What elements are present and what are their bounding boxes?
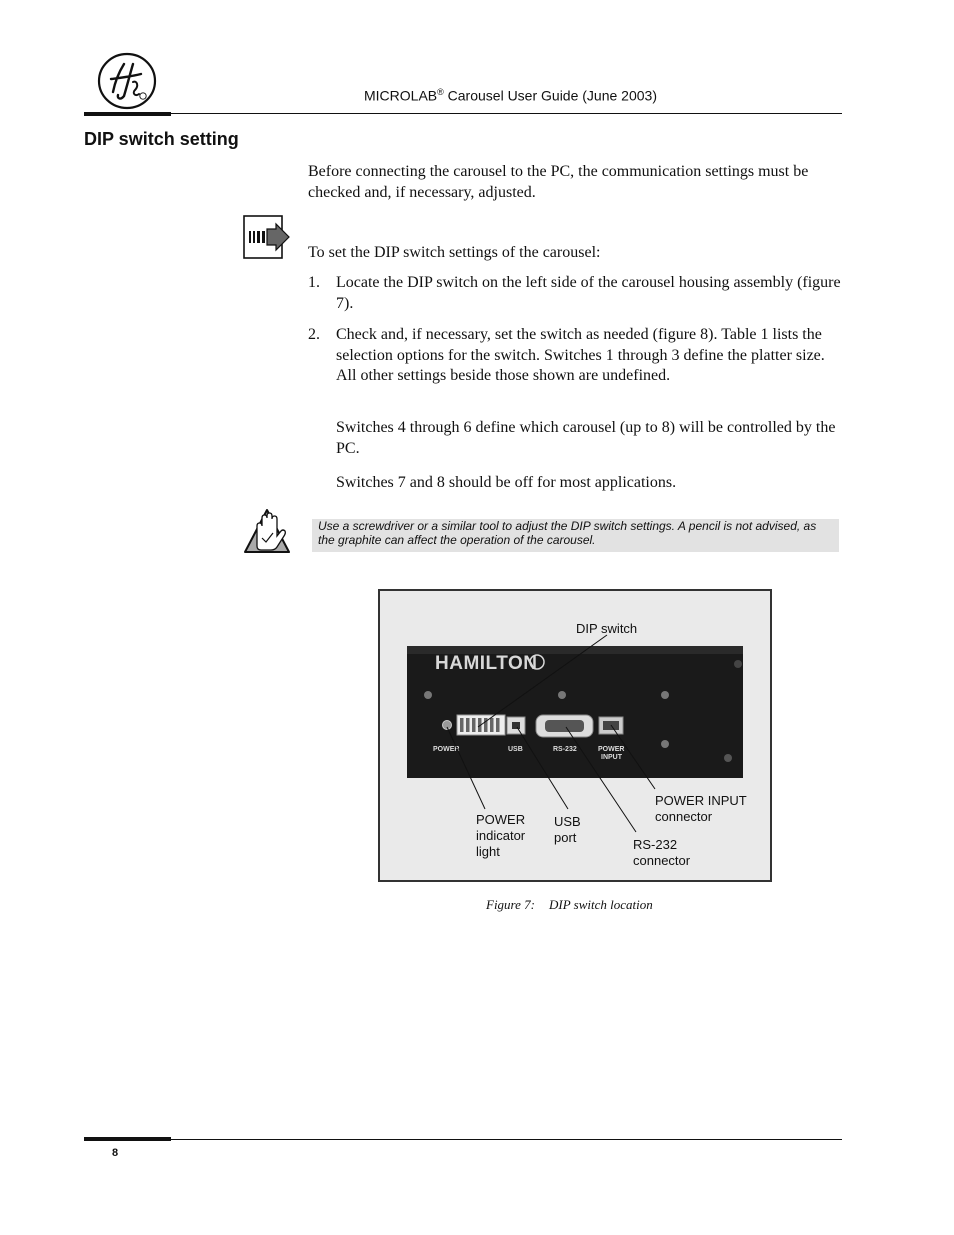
- screw-icon: [558, 691, 566, 699]
- screw-icon: [424, 691, 432, 699]
- callout-usb: port: [554, 830, 577, 845]
- page-number: 8: [112, 1147, 119, 1159]
- figure-illustration: [380, 591, 770, 880]
- panel-label-usb: USB: [508, 746, 523, 753]
- screw-icon: [661, 691, 669, 699]
- caution-hand-icon: [242, 506, 292, 556]
- procedure-lead: To set the DIP switch settings of the carousel:: [308, 244, 601, 261]
- panel-label-power-input: POWER: [598, 746, 625, 753]
- procedure-arrow-icon: [243, 212, 291, 260]
- callout-power: light: [476, 844, 500, 859]
- brand-logo: HAMILTON: [435, 653, 538, 674]
- document-title: MICROLAB® Carousel User Guide (June 2003): [364, 87, 657, 104]
- callout-dip-switch: DIP switch: [576, 621, 638, 636]
- caution-text: Use a screwdriver or a similar tool to adjust the DIP switch settings. A pencil is not advised, as the graphite can affect the operation of the carousel.: [318, 519, 817, 547]
- callout-power: indicator: [476, 828, 526, 843]
- callout-rs232: connector: [633, 853, 691, 868]
- figure-dip-switch-photo: [378, 589, 772, 882]
- hamilton-logo-icon: [97, 52, 157, 110]
- intro-paragraph: Before connecting the carousel to the PC, the communication settings must be checked and, if necessary, adjusted.: [308, 163, 809, 201]
- screw-icon: [724, 754, 732, 762]
- section-heading: DIP switch setting: [84, 129, 239, 149]
- list-item: 1. Locate the DIP switch on the left side of the carousel housing assembly (figure 7).: [308, 274, 841, 312]
- screw-icon: [661, 740, 669, 748]
- callout-power: POWER: [476, 812, 526, 827]
- figure-caption: Figure 7: DIP switch location: [486, 897, 653, 912]
- callout-rs232: RS-232: [633, 837, 678, 852]
- footer-rule-thick: [84, 1137, 171, 1141]
- list-item: 2. Check and, if necessary, set the switch as needed (figure 8). Table 1 lists the selection options for the switch. Switches 1 through 3 define the platter size. All other settings beside those shown are undefined.: [308, 326, 825, 384]
- header-rule-thick: [84, 112, 171, 116]
- panel-label-power: POWER: [433, 746, 460, 753]
- callout-power-input: POWER INPUT: [655, 793, 747, 808]
- screw-icon: [734, 660, 742, 668]
- panel-label-rs232: RS-232: [553, 746, 577, 753]
- callout-power-input: connector: [655, 809, 713, 824]
- callout-usb: USB: [554, 814, 581, 829]
- panel-label-power-input: INPUT: [601, 754, 622, 761]
- step-note: Switches 7 and 8 should be off for most applications.: [336, 474, 677, 491]
- footer-rule: [171, 1139, 842, 1140]
- step-note: Switches 4 through 6 define which carousel (up to 8) will be controlled by the PC.: [336, 419, 836, 457]
- header-rule: [171, 113, 842, 114]
